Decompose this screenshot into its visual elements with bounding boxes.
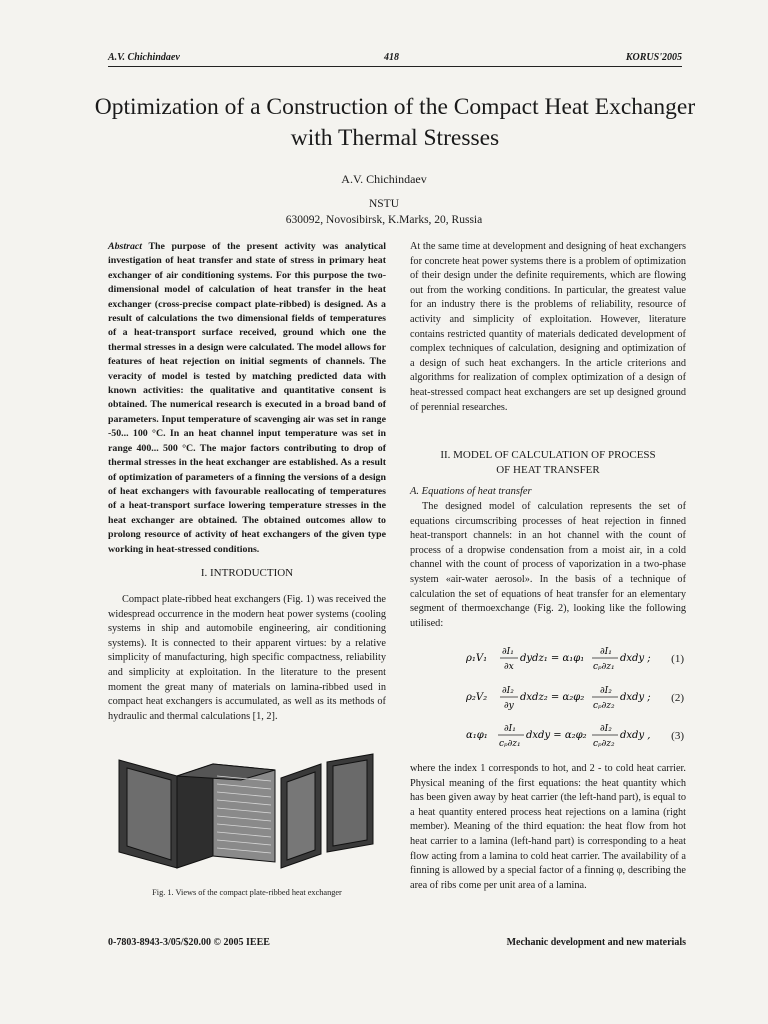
introduction-text: Compact plate-ribbed heat exchangers (Fig. 1) was received the widespread occurrence in the modern heat power systems (cooling systems in ship and automobile engineering, air conditioning systems). It is connected to their apparent virtues: by a relative simplicity of manufacturing, high specific compactness, reliability and simplicity at exploitation. In the literature to the present moment the great many of materials on lamina-ribbed used in compact heat exchangers is accumulated, as well as its methods of hydraulic and thermal calculations [1, 2]. [108, 594, 386, 722]
header-page-number: 418 [384, 52, 399, 63]
footer-copyright: 0-7803-8943-3/05/$20.00 © 2005 IEEE [108, 937, 270, 948]
svg-text:cₚ∂z₂: cₚ∂z₂ [593, 701, 615, 711]
section-heading-line2: OF HEAT TRANSFER [496, 464, 600, 476]
equation-explanation: where the index 1 corresponds to hot, and 2 - to cold heat carrier. Physical meaning of the first equations: the heat quantity which has been given away by heat carrier (the left-hand part), is equal to a heat quantity entered process heat rejections on a lamina (right member). Meaning of the third equation: the heat flow from hot heat carrier to a lamina (left-hand part) is corresponding to a heat flow acting from a lamina to cold heat carrier. The availability of a finning is allowed by a special factor of a finning φ, describing the area of ribs come per unit area of a lamina. [410, 763, 686, 891]
section-heading-introduction: I. INTRODUCTION [200, 567, 294, 579]
svg-text:dxdz₂ = α₂φ₂: dxdz₂ = α₂φ₂ [520, 692, 585, 703]
equation-1-number: (1) [671, 653, 684, 665]
svg-text:∂I₁: ∂I₁ [502, 647, 514, 657]
svg-text:ρ₁V₁: ρ₁V₁ [466, 653, 488, 664]
figure-heat-exchanger [113, 750, 381, 878]
svg-text:∂y: ∂y [504, 701, 514, 711]
exchanger-panel-left [119, 760, 177, 868]
paper-title: Optimization of a Construction of the Compact Heat Exchanger with Thermal Stresses [94, 94, 696, 151]
svg-text:cₚ∂z₁: cₚ∂z₁ [593, 662, 615, 672]
header-conference: KORUS'2005 [625, 52, 682, 63]
svg-text:∂I₂: ∂I₂ [600, 686, 612, 696]
paper-author: A.V. Chichindaev [341, 172, 427, 186]
svg-text:∂I₂: ∂I₂ [502, 686, 514, 696]
affiliation-address: 630092, Novosibirsk, K.Marks, 20, Russia [285, 214, 483, 226]
subsection-heading: A. Equations of heat transfer [410, 486, 532, 497]
equation-2-number: (2) [671, 692, 684, 704]
exchanger-panel-right [281, 754, 373, 868]
right-column-intro: At the same time at development and designing of heat exchangers for concrete heat power systems there is a problem of optimization of their design under the definite requirements, which are flowing out from the working conditions. In particular, the greatest value for an industry there is the problems of reliability, resource of activity and simplicity of exploitation. However, literature contains restricted quantity of materials dedicated development of complex techniques of calculation, designing and optimization of a design of such heat exchangers. In the article criterions and algorithms for realization of complex optimization of a design of heat-stressed compact heat exchangers are set up designed ground of perennial researches. [410, 241, 686, 413]
svg-text:dxdy ;: dxdy ; [620, 692, 651, 703]
abstract [108, 240, 386, 557]
abstract-text: The purpose of the present activity was analytical investigation of heat transfer and state of stress in primary heat exchanger of air conditioning systems. For this purpose the two-dimensional model of calculation of heat transfer in the heat exchanger (cross-precise compact plate-ribbed) is designed. As a result of calculations the two dimensional fields of temperatures of a heat-transport surface received, ground which one the thermal stresses in a design were calculated. The model allows for features of heat rejection on initial segments of channels. The veracity of model is tested by matching predicted data with known activities: the qualitative and quantitative consent is obtained. The numerical research is executed in a broad band of parameters. Input temperature of scavenging air was set in range -50... 100 °C. In an heat channel input temperature was set in range 400... 500 °C. The major factors contributing to drop of thermal stresses in the heat exchanger are established. As a result of optimization of parameters of a finning the versions of a design of heat exchangers with favourable reallocating of temperatures of a heat-transport surface lowering temperature stresses in the heat exchanger are obtained. The obtained outcomes allow to prolong resource of activity of heat exchangers of the given type working in heat-stressed conditions. [108, 241, 386, 555]
svg-text:dxdy ;: dxdy ; [620, 653, 651, 664]
abstract-label: Abstract [108, 241, 143, 252]
affiliation-org: NSTU [368, 198, 400, 210]
header-rule [108, 66, 682, 67]
equation-1 [410, 643, 686, 677]
equation-3 [410, 720, 686, 754]
model-text: The designed model of calculation represents the set of equations circumscribing processes of heat rejection in finned heat-transport channels: in an hot channel with the count of process of a dropwise condensation from a moist air, in a cold channel with the count of process of vaporization in a two-phase system «air-water aerosol». In the basis of a technique of calculation the set of equations of heat transfer for an elementary segment of thermoexchange (Fig. 2), looking like the following utilised: [410, 501, 686, 629]
svg-text:∂I₁: ∂I₁ [504, 724, 516, 734]
section-heading-model [410, 448, 686, 478]
svg-text:cₚ∂z₂: cₚ∂z₂ [593, 739, 615, 749]
svg-text:∂I₂: ∂I₂ [600, 724, 612, 734]
svg-text:∂I₁: ∂I₁ [600, 647, 612, 657]
footer-session: Mechanic development and new materials [506, 937, 686, 948]
equation-3-formula [466, 720, 656, 754]
affiliation [0, 196, 768, 228]
exchanger-core [177, 764, 275, 868]
header-author: A.V. Chichindaev [108, 52, 180, 63]
equation-1-formula [466, 643, 656, 677]
equation-2 [410, 682, 686, 716]
equation-2-formula [466, 682, 656, 716]
svg-text:dydz₁ = α₁φ₁: dydz₁ = α₁φ₁ [520, 653, 585, 664]
svg-text:cₚ∂z₁: cₚ∂z₁ [499, 739, 521, 749]
equation-3-number: (3) [671, 730, 684, 742]
section-heading-line1: II. MODEL OF CALCULATION OF PROCESS [440, 449, 656, 461]
svg-text:ρ₂V₂: ρ₂V₂ [466, 692, 488, 703]
svg-text:∂x: ∂x [504, 662, 514, 672]
svg-text:α₁φ₁: α₁φ₁ [466, 730, 488, 741]
svg-text:dxdy = α₂φ₂: dxdy = α₂φ₂ [526, 730, 587, 741]
svg-text:dxdy ,: dxdy , [620, 730, 651, 741]
figure-caption: Fig. 1. Views of the compact plate-ribbed heat exchanger [152, 888, 342, 897]
